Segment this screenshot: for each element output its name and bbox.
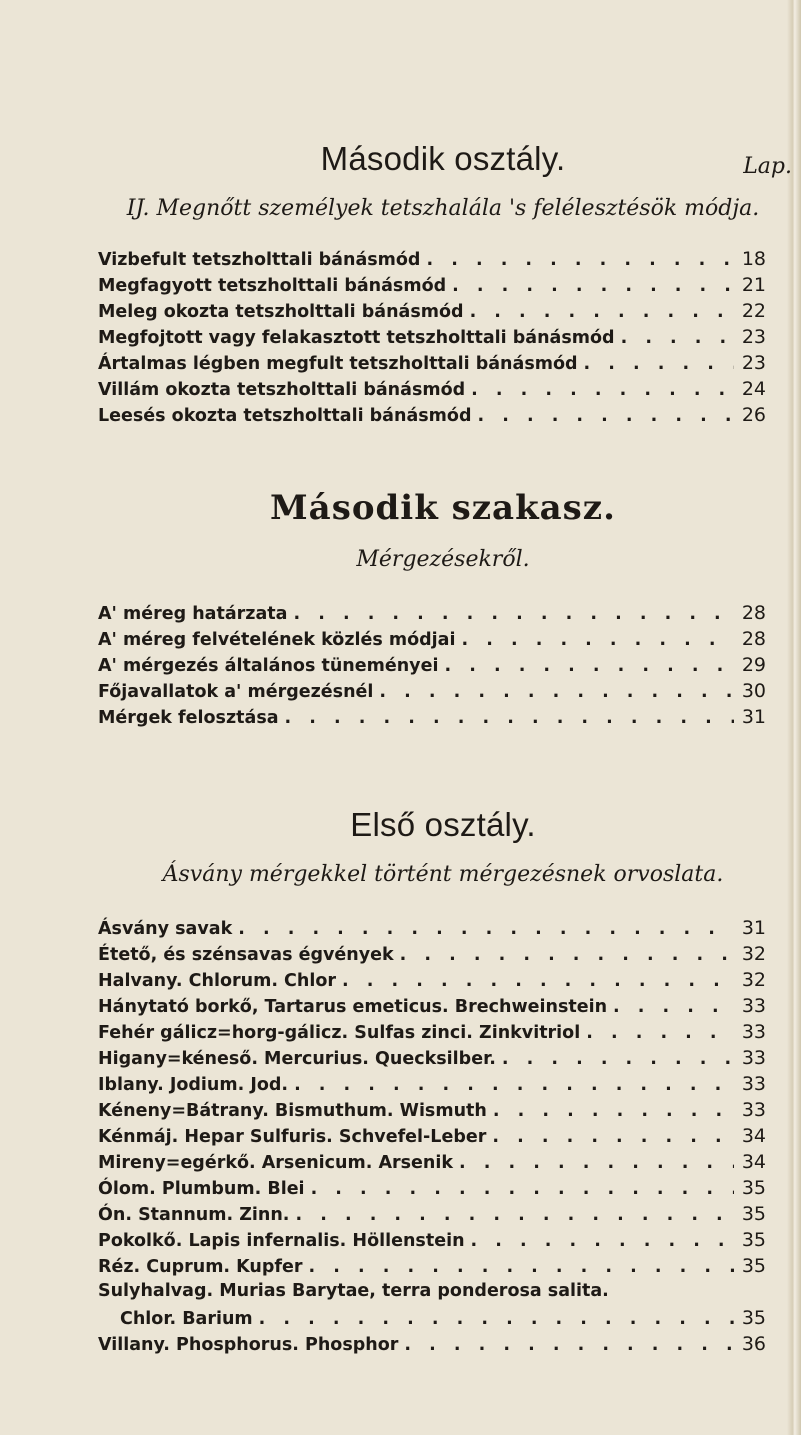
toc-entry: Kénmáj. Hepar Sulfuris. Schvefel-Leber . . . 34 — [98, 1125, 766, 1151]
toc-entry: Ólom. Plumbum. Blei . . . 35 — [98, 1177, 766, 1203]
toc-entry: Főjavallatok a' mérgezésnél . . . 30 — [98, 680, 766, 706]
toc-list-part3 — [98, 917, 766, 1359]
toc-entry: Villám okozta tetszholttali bánásmód . . . 24 — [98, 378, 766, 404]
toc-entry: Halvany. Chlorum. Chlor . . . 32 — [98, 969, 766, 995]
toc-entry: Hánytató borkő, Tartarus emeticus. Brechweinstein . . . 33 — [98, 995, 766, 1021]
toc-entry: Fehér gálicz=horg-gálicz. Sulfas zinci. Zinkvitriol . . . 33 — [98, 1021, 766, 1047]
toc-entry: Pokolkő. Lapis infernalis. Höllenstein . . . 35 — [98, 1229, 766, 1255]
toc-entry: A' méreg határzata . . . 28 — [98, 602, 766, 628]
part1-heading: Második osztály. — [320, 140, 566, 177]
toc-entry: Kéneny=Bátrany. Bismuthum. Wismuth . . . 33 — [98, 1099, 766, 1125]
part1-subtitle: IJ. Megnőtt személyek tetszhalála 's felélesztésök módja. — [126, 196, 760, 221]
toc-entry: Ón. Stannum. Zinn. . . . 35 — [98, 1203, 766, 1229]
toc-entry: Réz. Cuprum. Kupfer . . . 35 — [98, 1255, 766, 1281]
toc-entry: Mérgek felosztása . . . 31 — [98, 706, 766, 732]
toc-entry: Megfojtott vagy felakasztott tetszholttali bánásmód . . . 23 — [98, 326, 766, 352]
toc-entry: Megfagyott tetszholttali bánásmód . . . 21 — [98, 274, 766, 300]
toc-entry: Étető, és szénsavas égvények . . . 32 — [98, 943, 766, 969]
part3-subtitle: Ásvány mérgekkel történt mérgezésnek orvoslata. — [162, 862, 724, 887]
toc-entry: Villany. Phosphorus. Phosphor . . . 36 — [98, 1333, 766, 1359]
toc-list-part2 — [98, 602, 766, 732]
toc-entry: Sulyhalvag. Murias Barytae, terra ponderosa salita. — [98, 1281, 609, 1301]
toc-entry: Mireny=egérkő. Arsenicum. Arsenik . . . 34 — [98, 1151, 766, 1177]
toc-entry-continuation: Chlor. Barium . . . 35 — [98, 1307, 766, 1333]
page-edge — [787, 0, 801, 1435]
part2-heading: Második szakasz. — [270, 488, 616, 528]
part2-subtitle: Mérgezésekről. — [356, 547, 530, 572]
toc-entry: A' mérgezés általános tüneményei . . . 29 — [98, 654, 766, 680]
toc-entry: Iblany. Jodium. Jod. . . . 33 — [98, 1073, 766, 1099]
toc-entry: A' méreg felvételének közlés módjai . . . 28 — [98, 628, 766, 654]
toc-entry: Ártalmas légben megfult tetszholttali bánásmód . . . 23 — [98, 352, 766, 378]
toc-list-part1 — [98, 248, 766, 430]
toc-entry: Higany=kéneső. Mercurius. Quecksilber. . . . 33 — [98, 1047, 766, 1073]
toc-entry: Leesés okozta tetszholttali bánásmód . . . 26 — [98, 404, 766, 430]
part3-heading: Első osztály. — [350, 806, 536, 843]
page-column-label: Lap. — [743, 154, 792, 179]
toc-entry: Vizbefult tetszholttali bánásmód . . . 18 — [98, 248, 766, 274]
toc-entry: Ásvány savak . . . 31 — [98, 917, 766, 943]
toc-entry: Meleg okozta tetszholttali bánásmód . . . 22 — [98, 300, 766, 326]
